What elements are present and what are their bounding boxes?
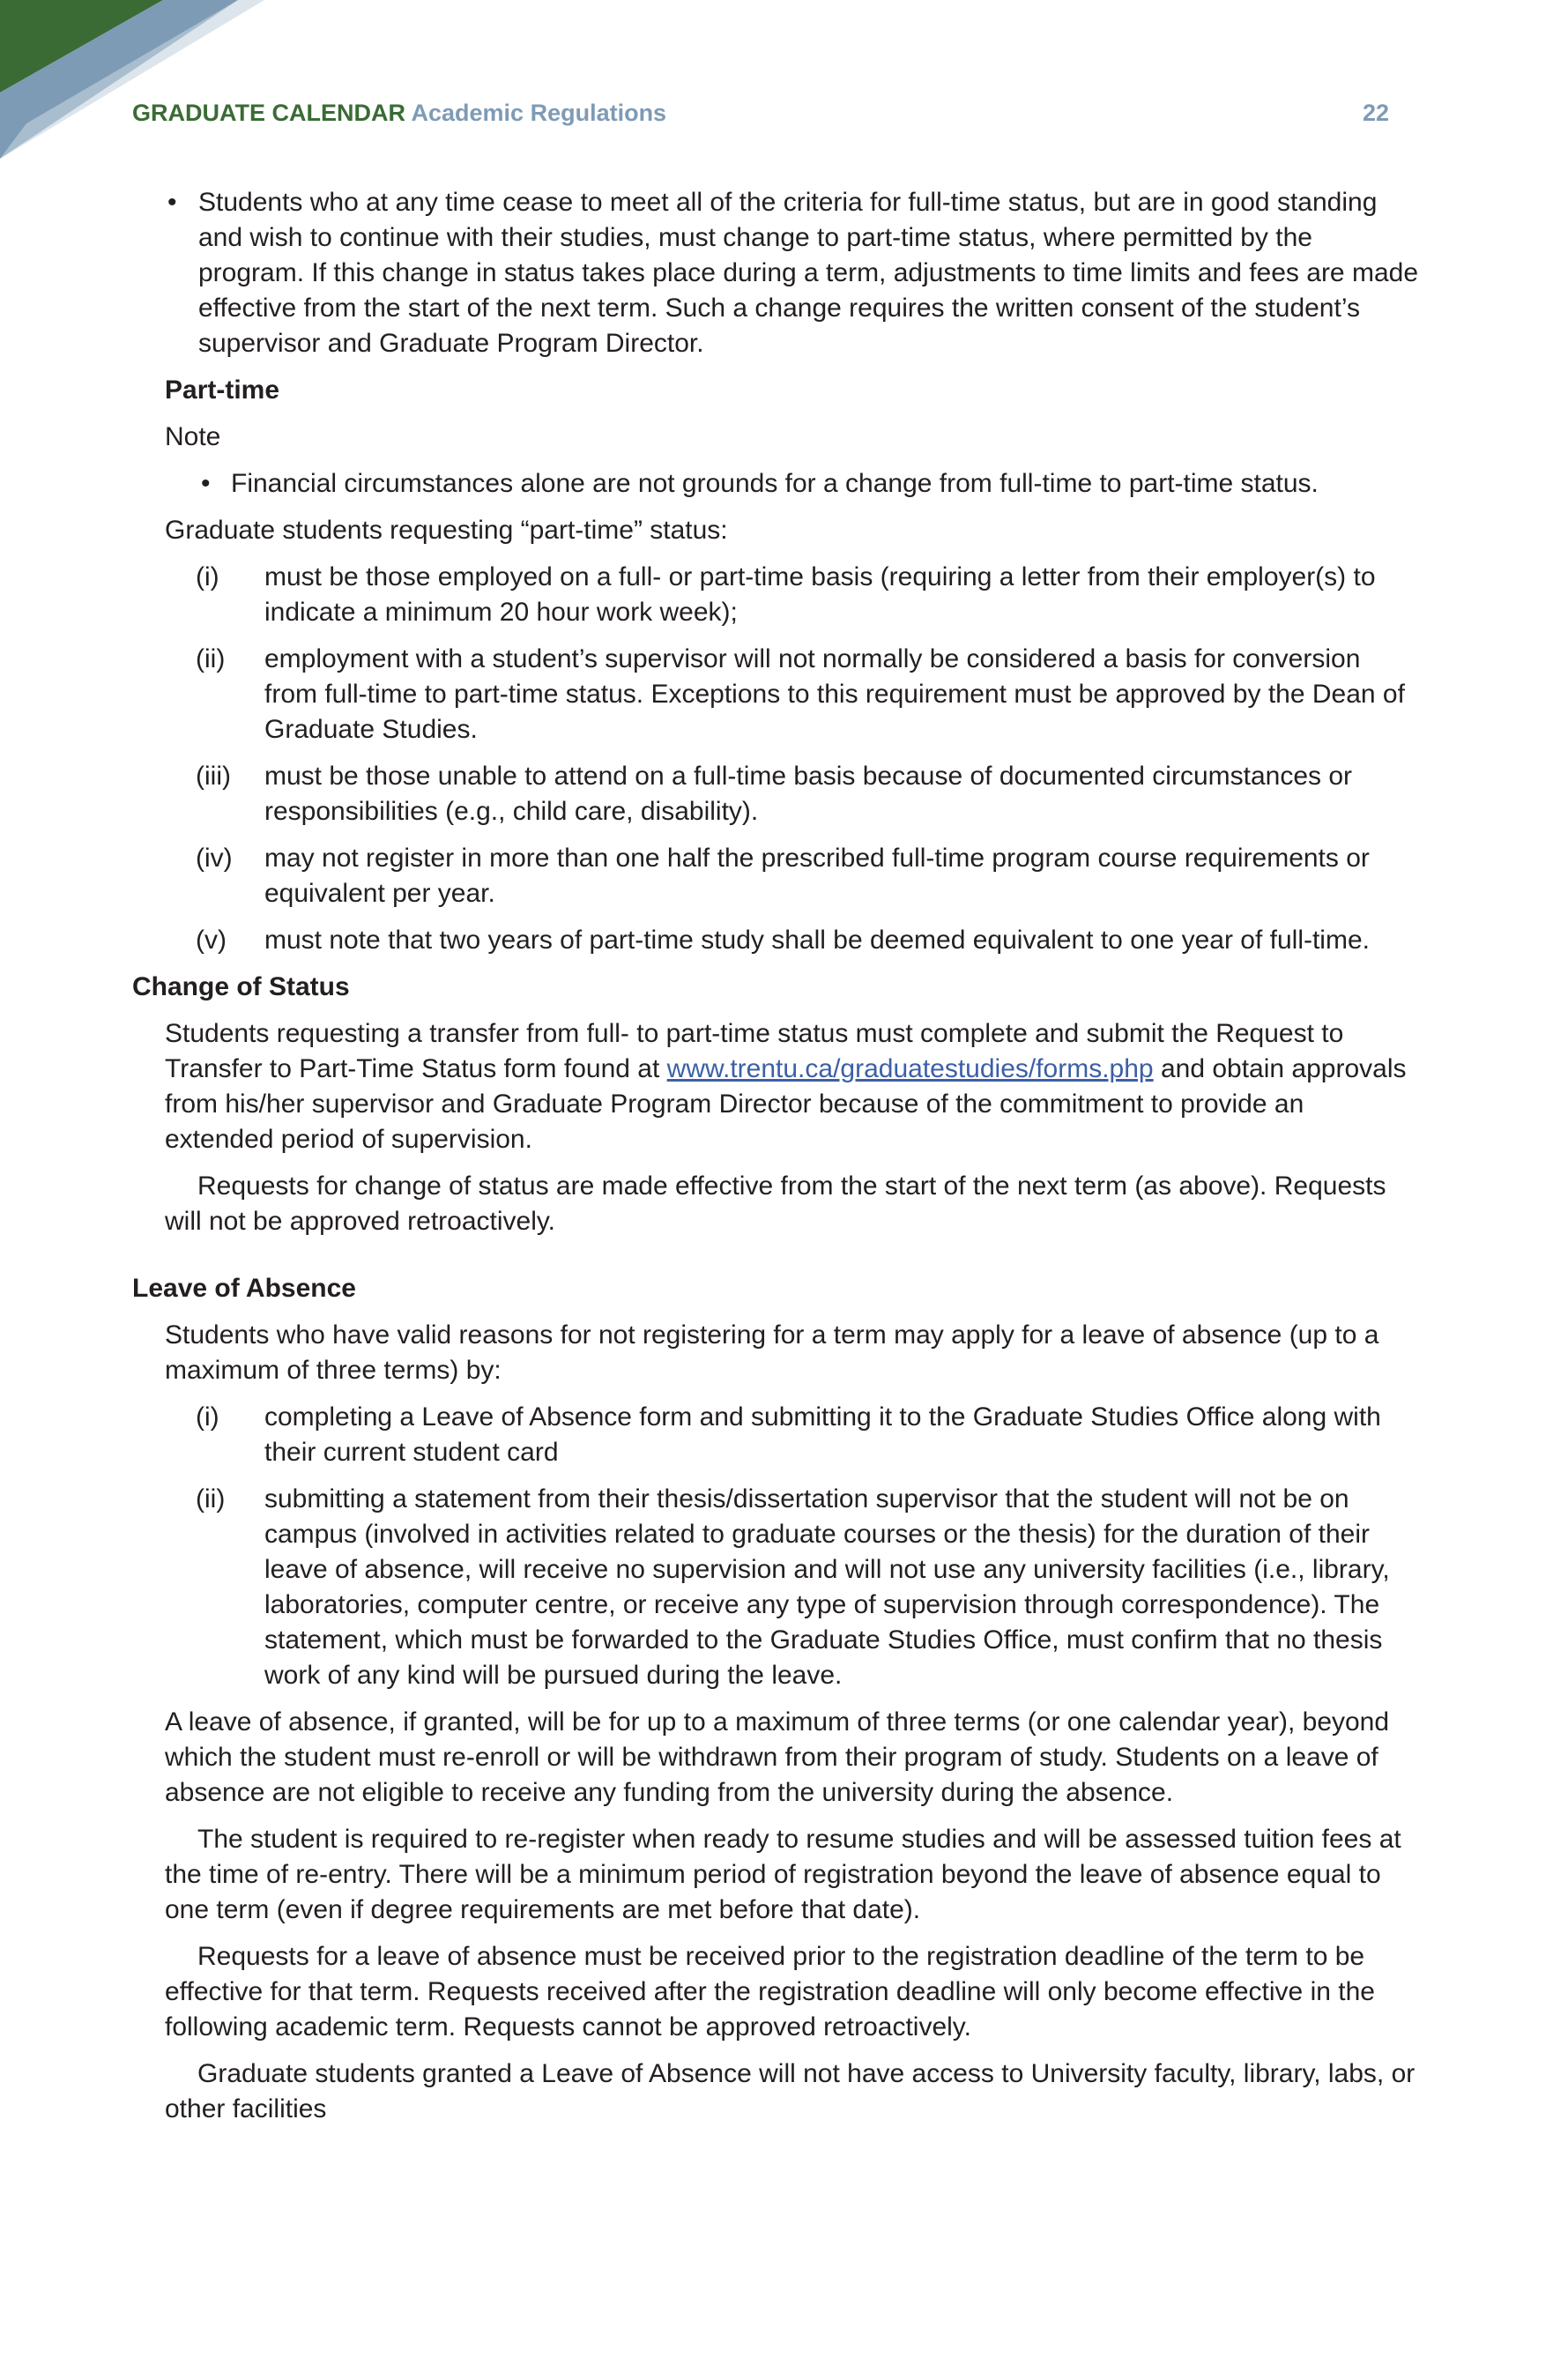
leave-paragraph-2: The student is required to re-register when ready to resume studies and will be assessed tuition fees at the time of re-entry. There will be a minimum period of registration beyond the leave of absence equal to one term (even if degree requirements are met before that date).: [165, 1825, 1401, 1924]
list-item: (iii) must be those unable to attend on a full-time basis because of documented circumstances or responsibilities (e.g., child care, disability).: [196, 762, 1353, 826]
list-item: (v) must note that two years of part-time study shall be deemed equivalent to one year of full-time.: [196, 926, 1370, 955]
list-item: (ii) submitting a statement from their thesis/dissertation supervisor that the student will not be on campus (involved in activities related to graduate courses or the thesis) for the duration of their leave of absence, will receive no supervision and will not use any university facilities (i.e., library, laboratories, computer centre, or receive any type of supervision through correspondence). The statement, which must be forwarded to the Graduate Studies Office, must confirm that no thesis work of any kind will be pursued during the leave.: [196, 1484, 1390, 1690]
bullet-icon: •: [201, 469, 211, 498]
leave-list: [132, 1400, 1419, 1693]
page-number: 22: [1362, 100, 1389, 126]
list-item: (i) must be those employed on a full- or part-time basis (requiring a letter from their employer(s) to indicate a minimum 20 hour work week);: [196, 562, 1376, 627]
bullet-icon: •: [167, 188, 177, 217]
parttime-heading: Part-time: [165, 376, 280, 405]
change-status-heading: Change of Status: [132, 972, 350, 1001]
change-status-paragraph: Students requesting a transfer from full- to part-time status must complete and submit the Request to Transfer to Part-Time Status form found at www.trentu.ca/graduatestudies/forms.php and obtain approvals from his/her supervisor and Graduate Program Director because of the commitment to provide an extended period of supervision.: [165, 1019, 1407, 1154]
leave-intro: Students who have valid reasons for not registering for a term may apply for a leave of absence (up to a maximum of three terms) by:: [165, 1320, 1379, 1385]
leave-paragraph-1: A leave of absence, if granted, will be for up to a maximum of three terms (or one calendar year), beyond which the student must re-enroll or will be withdrawn from their program of study. Students on a leave of absence are not eligible to receive any funding from the university during the absence.: [165, 1707, 1390, 1807]
note-bullet: • Financial circumstances alone are not grounds for a change from full-time to part-time status.: [132, 466, 1419, 502]
list-item: (ii) employment with a student’s supervisor will not normally be considered a basis for conversion from full-time to part-time status. Exceptions to this requirement must be approved by the Dean of Graduate Studies.: [196, 644, 1405, 744]
corner-decoration: [0, 0, 264, 159]
forms-link[interactable]: www.trentu.ca/graduatestudies/forms.php: [666, 1054, 1154, 1083]
page-header: [132, 100, 1389, 127]
change-status-paragraph-2: Requests for change of status are made effective from the start of the next term (as above). Requests will not be approved retroactively.: [165, 1171, 1386, 1236]
list-item: (iv) may not register in more than one half the prescribed full-time program course requirements or equivalent per year.: [196, 844, 1370, 908]
page-content: [132, 185, 1419, 2127]
fulltime-bullet: • Students who at any time cease to meet all of the criteria for full-time status, but are in good standing and wish to continue with their studies, must change to part-time status, where permitted by the program. If this change in status takes place during a term, adjustments to time limits and fees are made effective from the start of the next term. Such a change requires the written consent of the student’s supervisor and Graduate Program Director.: [132, 185, 1419, 361]
parttime-intro: Graduate students requesting “part-time” status:: [165, 516, 728, 545]
header-calendar: GRADUATE CALENDAR: [132, 100, 405, 126]
leave-heading: Leave of Absence: [132, 1274, 356, 1303]
parttime-list: [132, 560, 1419, 958]
leave-paragraph-4: Graduate students granted a Leave of Absence will not have access to University faculty, library, labs, or other facilities: [165, 2059, 1416, 2123]
list-item: (i) completing a Leave of Absence form and submitting it to the Graduate Studies Office along with their current student card: [196, 1402, 1381, 1467]
header-section: Academic Regulations: [411, 100, 667, 126]
leave-paragraph-3: Requests for a leave of absence must be received prior to the registration deadline of the term to be effective for that term. Requests received after the registration deadline will only become effective in the following academic term. Requests cannot be approved retroactively.: [165, 1942, 1375, 2042]
note-label: Note: [165, 422, 221, 451]
